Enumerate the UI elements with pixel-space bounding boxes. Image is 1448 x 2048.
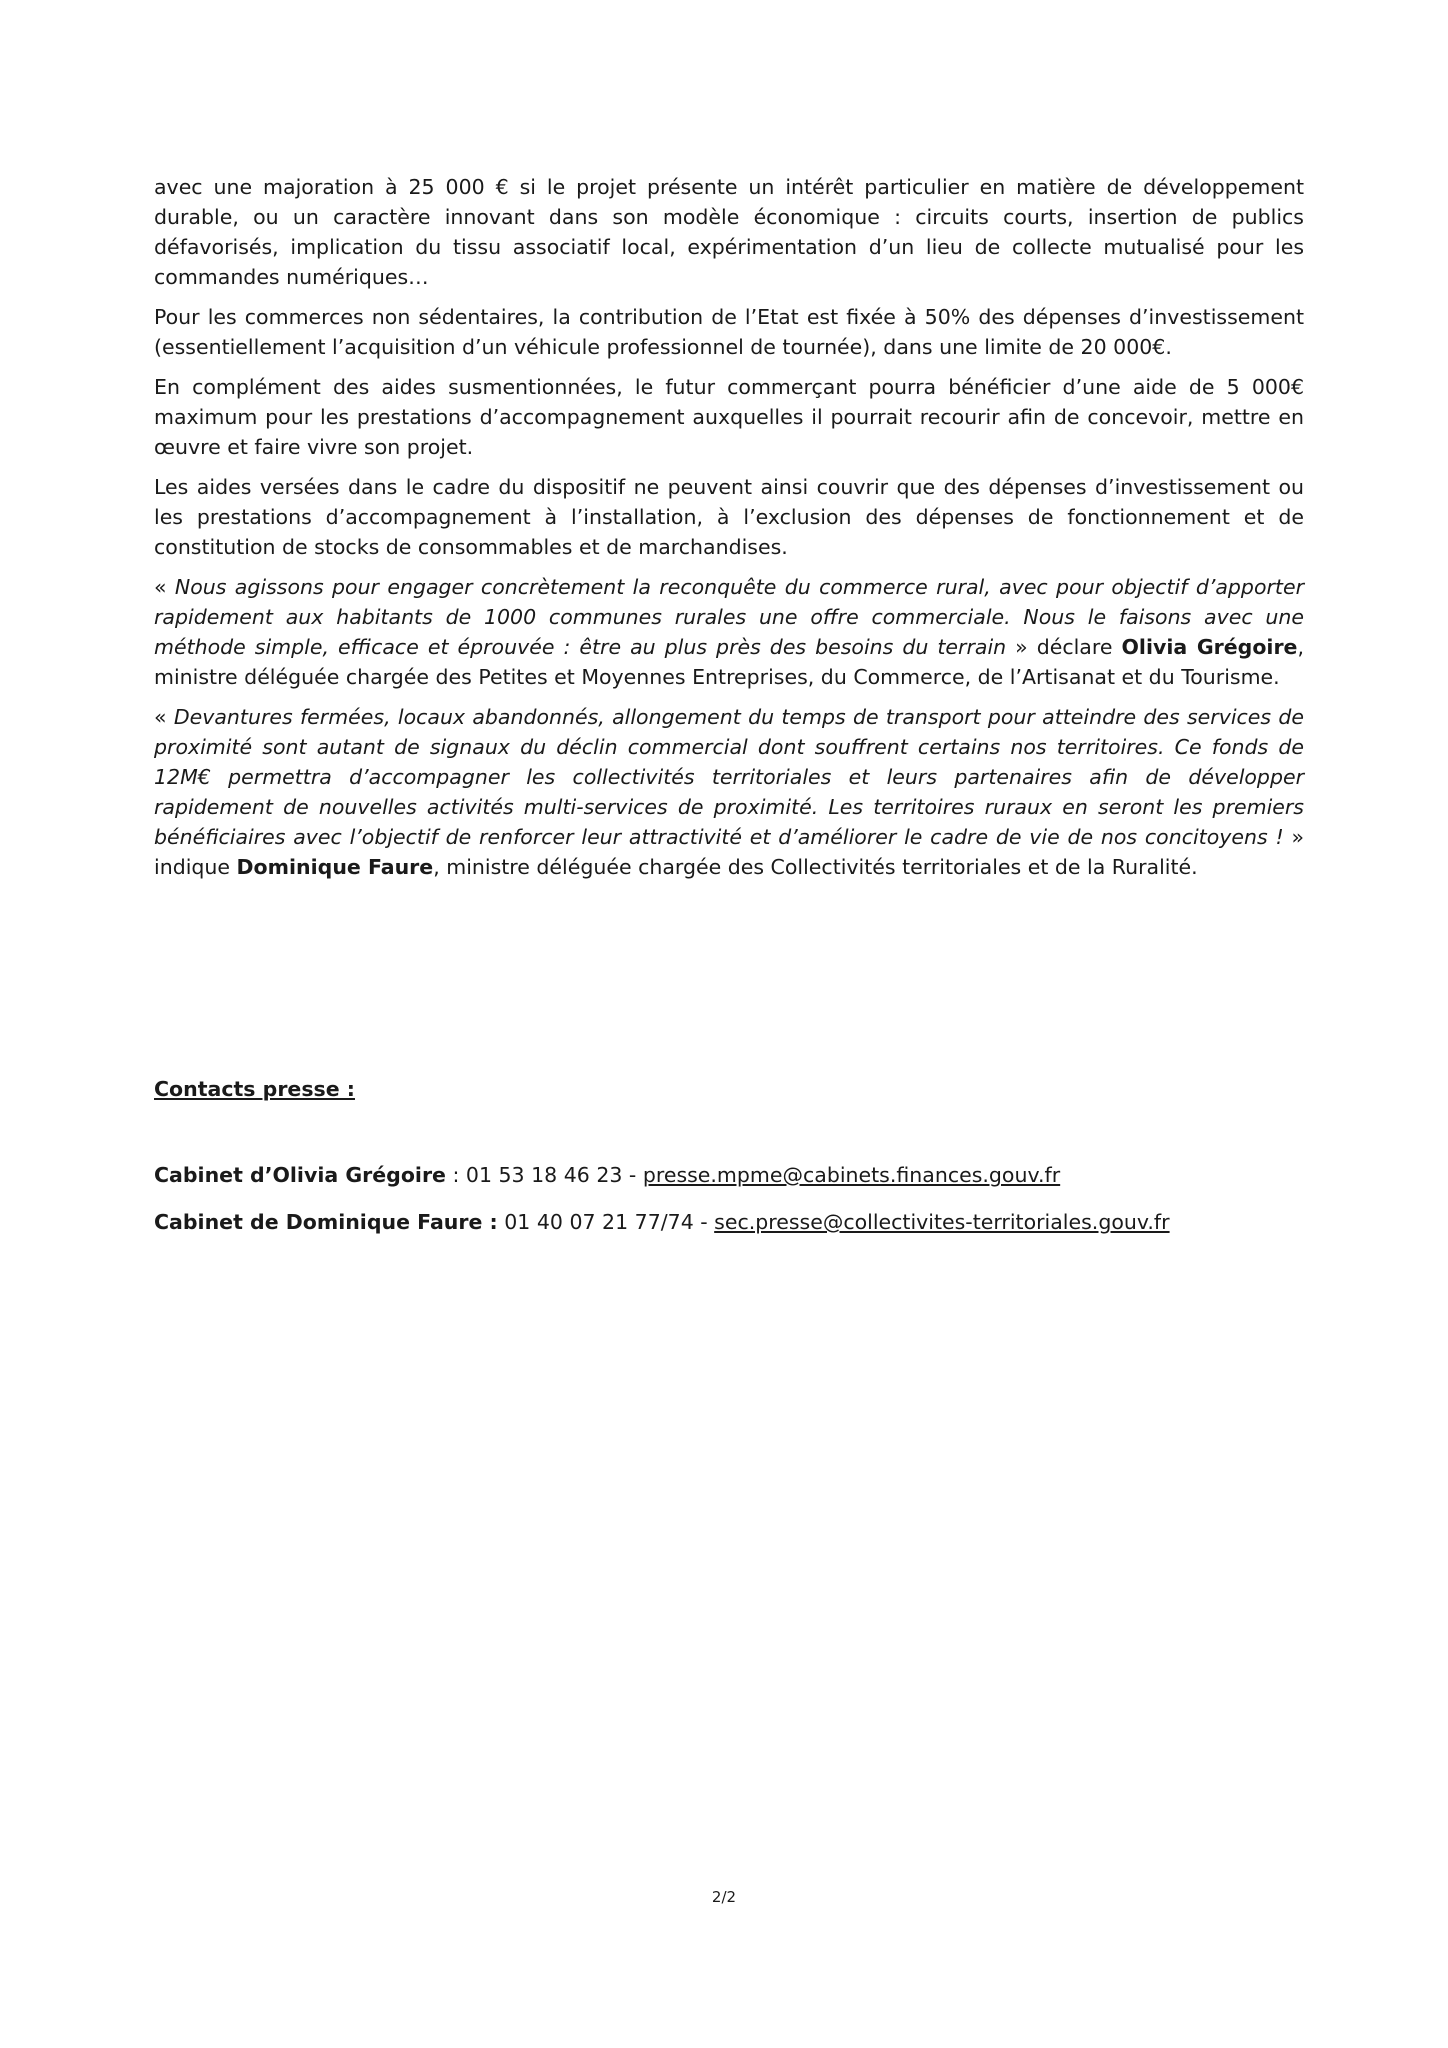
- page-number: 2/2: [711, 1888, 737, 1906]
- quote-speaker: Olivia Grégoire: [1121, 635, 1298, 659]
- quote-open-mark: «: [154, 705, 174, 729]
- quote-olivia-gregoire: [154, 572, 1304, 692]
- quote-open-mark: «: [154, 575, 175, 599]
- paragraph-majoration: avec une majoration à 25 000 € si le projet présente un intérêt particulier en matière de développement durable, ou un caractère innovant dans son modèle économique : circuits courts, insertion de publics défavorisés, implication du tissu associatif local, expérimentation d’un lieu de collecte mutualisé pour les commandes numériques…: [154, 175, 1304, 289]
- contact-email-link[interactable]: sec.presse@collectivites-territoriales.gouv.fr: [714, 1210, 1170, 1234]
- quote-close-intro: » indique: [154, 825, 1304, 879]
- contact-label: Cabinet de Dominique Faure :: [154, 1210, 498, 1234]
- quote-dominique-faure: [154, 702, 1304, 882]
- paragraph-commerces-non-sedentaires: Pour les commerces non sédentaires, la contribution de l’Etat est fixée à 50% des dépenses d’investissement (essentiellement l’acquisition d’un véhicule professionnel de tournée), dans une limite de 20 000€.: [154, 305, 1304, 359]
- contact-dominique-faure: [154, 1207, 1170, 1237]
- quote-speaker-title: , ministre déléguée chargée des Collectivités territoriales et de la Ruralité.: [433, 855, 1198, 879]
- paragraph-aide-accompagnement: En complément des aides susmentionnées, le futur commerçant pourra bénéficier d’une aide de 5 000€ maximum pour les prestations d’accompagnement auxquelles il pourrait recourir afin de concevoir, mettre en œuvre et faire vivre son projet.: [154, 375, 1304, 459]
- contact-email-link[interactable]: presse.mpme@cabinets.finances.gouv.fr: [642, 1163, 1061, 1187]
- quote-speaker: Dominique Faure: [236, 855, 434, 879]
- contact-olivia-gregoire: [154, 1160, 1060, 1190]
- paragraph-aides-versees: Les aides versées dans le cadre du dispositif ne peuvent ainsi couvrir que des dépenses d’investissement ou les prestations d’accompagnement à l’installation, à l’exclusion des dépenses de fonctionnement et de constitution de stocks de consommables et de marchandises.: [154, 475, 1304, 559]
- contact-phone: : 01 53 18 46 23 -: [445, 1163, 643, 1187]
- contact-label: Cabinet d’Olivia Grégoire: [154, 1163, 446, 1187]
- document-body: [154, 172, 1304, 892]
- quote-text: Nous agissons pour engager concrètement la reconquête du commerce rural, avec pour objectif d’apporter rapidement aux habitants de 1000 communes rurales une offre commerciale. Nous le faisons avec une méthode simple, efficace et éprouvée : être au plus près des besoins du terrain: [154, 575, 1304, 659]
- quote-text: Devantures fermées, locaux abandonnés, allongement du temps de transport pour atteindre des services de proximité sont autant de signaux du déclin commercial dont souffrent certains nos territoires. Ce fonds de 12M€ permettra d’accompagner les collectivités territoriales et leurs partenaires afin de développer rapidement de nouvelles activités multi-services de proximité. Les territoires ruraux en seront les premiers bénéficiaires avec l’objectif de renforcer leur attractivité et d’améliorer le cadre de vie de nos concitoyens !: [154, 705, 1304, 849]
- contact-phone: 01 40 07 21 77/74 -: [497, 1210, 715, 1234]
- quote-close-intro: » déclare: [1006, 635, 1122, 659]
- contacts-heading: Contacts presse :: [154, 1077, 355, 1101]
- quote-speaker-title: , ministre déléguée chargée des Petites et Moyennes Entreprises, du Commerce, de l’Artisanat et du Tourisme.: [154, 635, 1304, 689]
